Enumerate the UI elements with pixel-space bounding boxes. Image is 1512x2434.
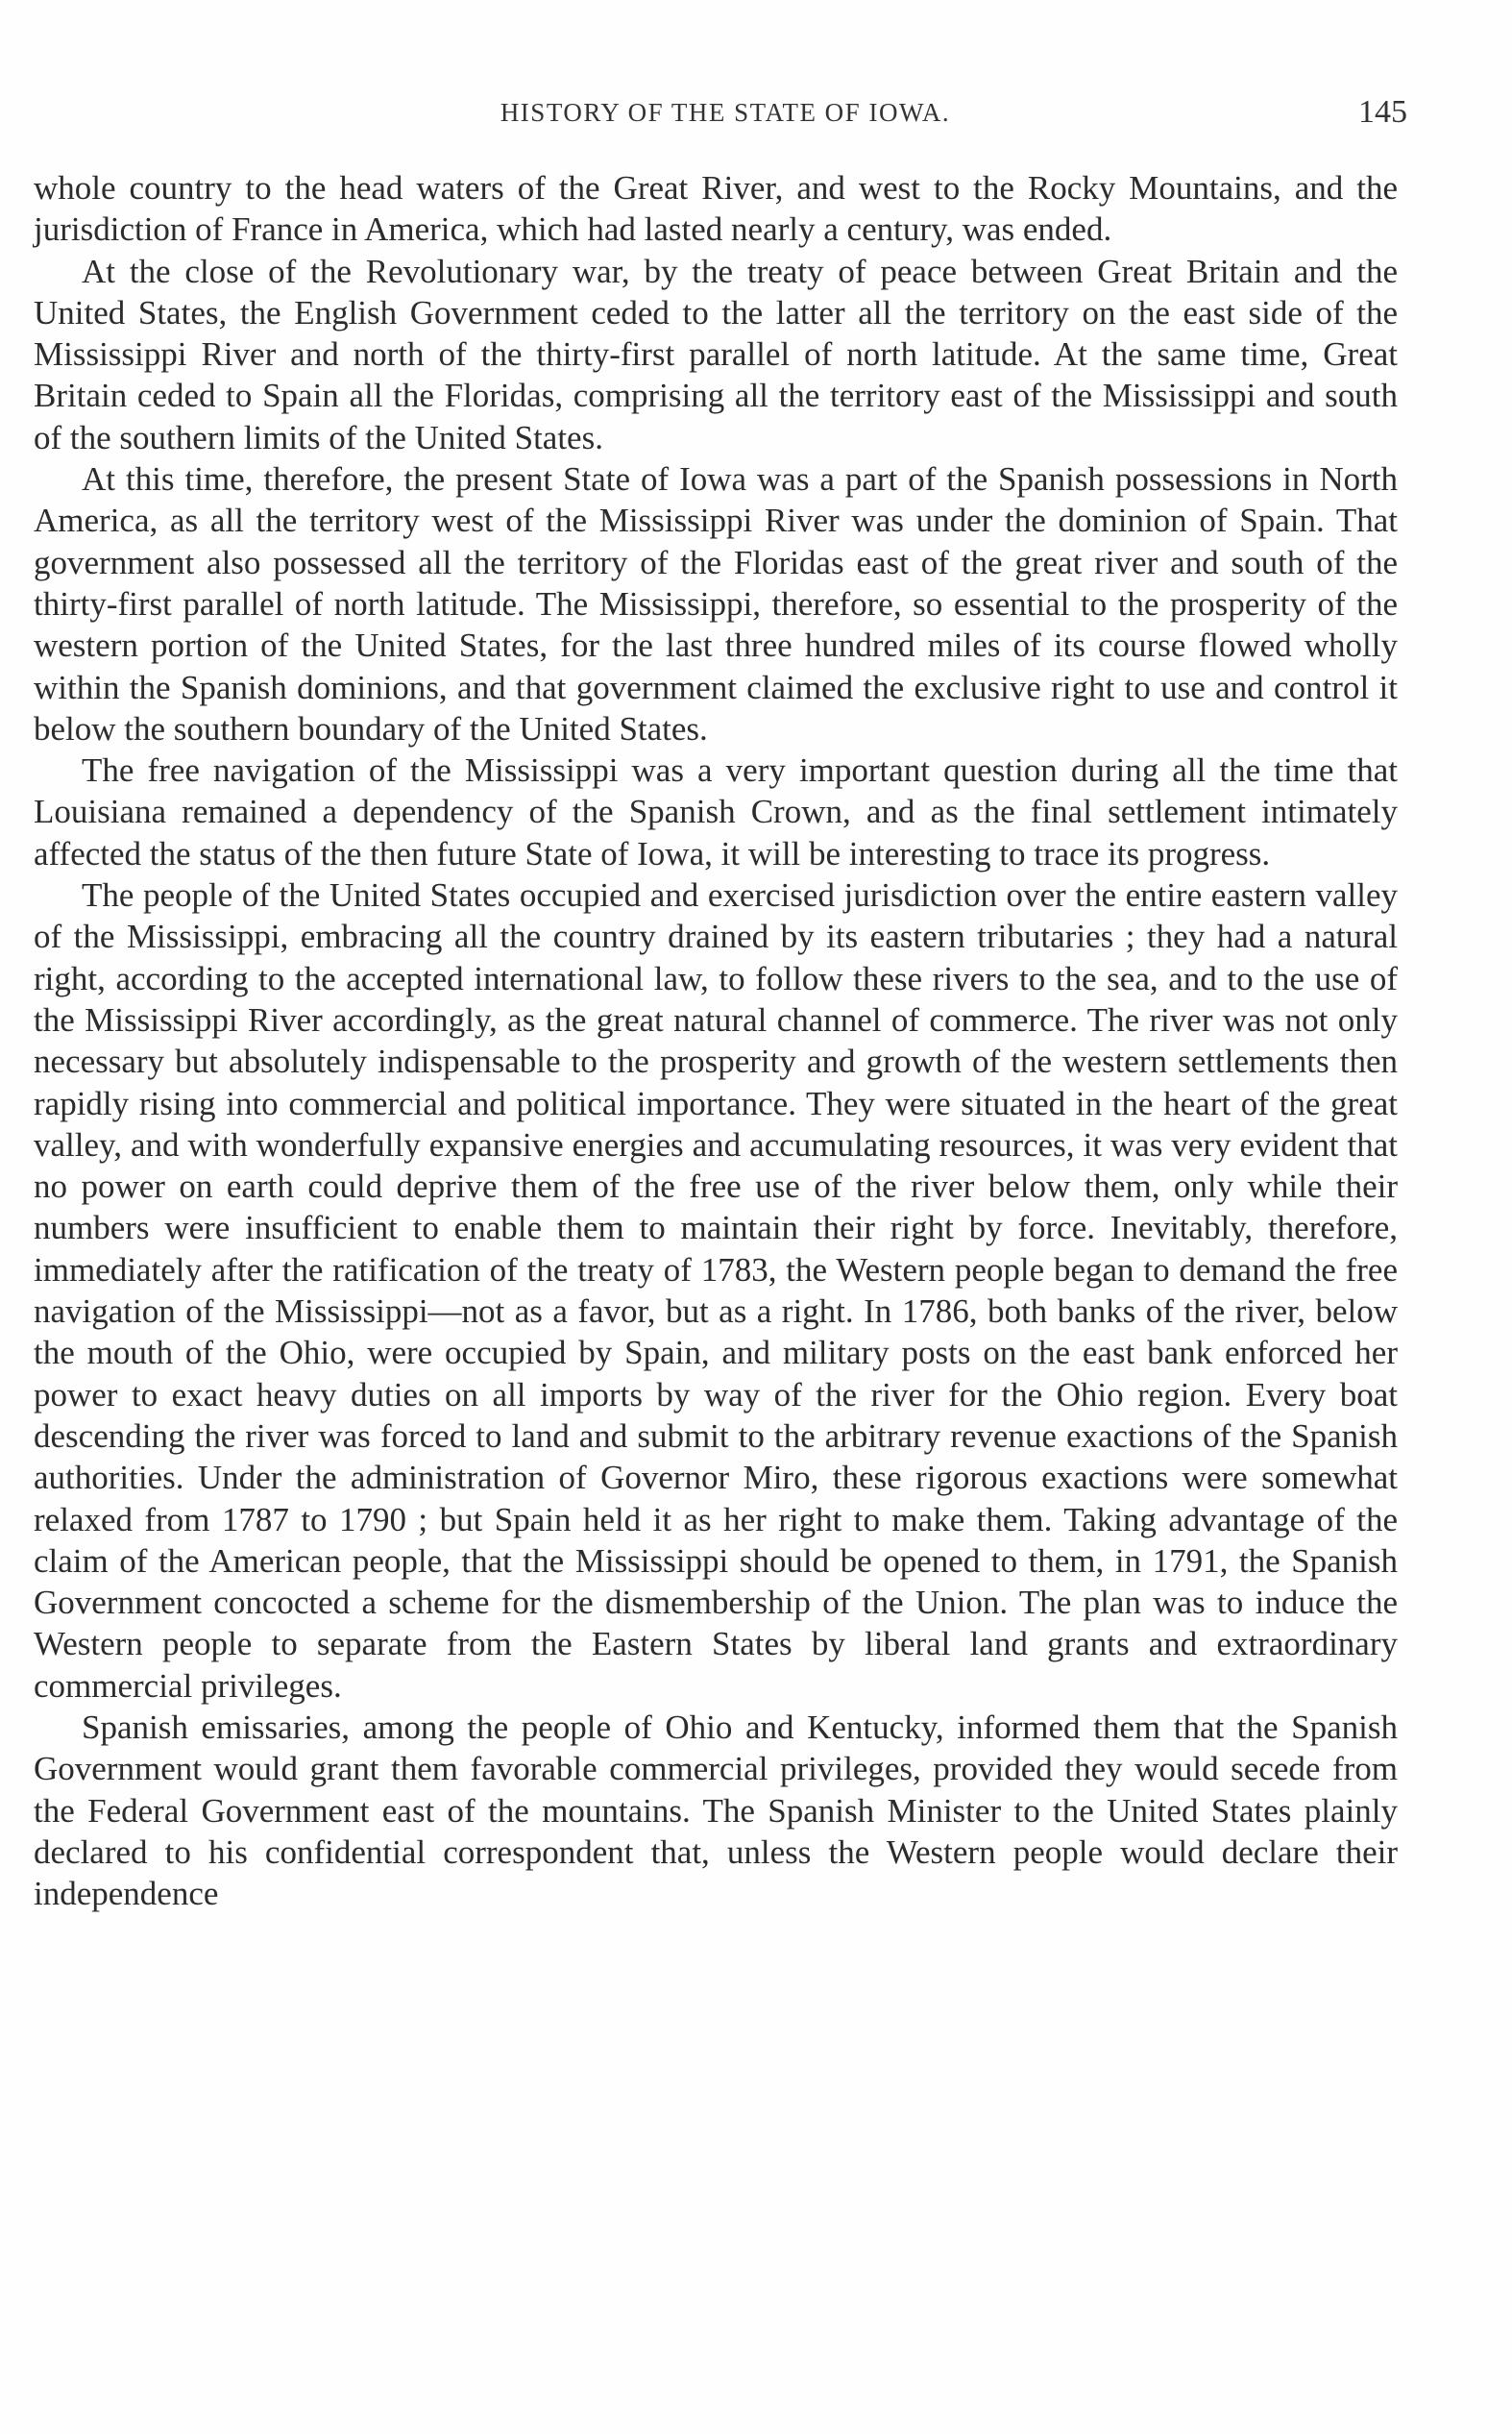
paragraph-5: The people of the United States occupied and exercised jurisdiction over the entire eastern valley of the Mississippi, embracing all the country drained by its eastern tributaries ; they had a natural right, according to the accepted international law, to follow these rivers to the sea, and to the use of the Mississippi River accordingly, as the great natural channel of commerce. The river was not only necessary but absolutely indispensable to the prosperity and growth of the western settlements then rapidly rising into commercial and political importance. They were situated in the heart of the great valley, and with wonderfully expansive energies and accumulating resources, it was very evident that no power on earth could deprive them of the free use of the river below them, only while their numbers were insufficient to enable them to maintain their right by force. Inevitably, therefore, immediately after the ratification of the treaty of 1783, the Western people began to demand the free navigation of the Mississippi—not as a favor, but as a right. In 1786, both banks of the river, below the mouth of the Ohio, were occupied by Spain, and military posts on the east bank enforced her power to exact heavy duties on all imports by way of the river for the Ohio region. Every boat descending the river was forced to land and submit to the arbitrary revenue exactions of the Spanish authorities. Under the administration of Governor Miro, these rigorous exactions were somewhat relaxed from 1787 to 1790 ; but Spain held it as her right to make them. Taking advantage of the claim of the American people, that the Mississippi should be opened to them, in 1791, the Spanish Government concocted a scheme for the dismembership of the Union. The plan was to induce the Western people to separate from the Eastern States by liberal land grants and extraordinary commercial privileges.	[34, 876, 1398, 1705]
page-header	[43, 88, 1407, 136]
paragraph-6: Spanish emissaries, among the people of Ohio and Kentucky, informed them that the Spanish Government would grant them favorable commercial privileges, provided they would secede from the Federal Government east of the mountains. The Spanish Minister to the United States plainly declared to his confidential correspondent that, unless the Western people would declare their independence	[34, 1708, 1398, 1913]
page-number: 145	[1358, 94, 1407, 130]
paragraph-1: whole country to the head waters of the Great River, and west to the Rocky Mountains, and the jurisdiction of France in America, which had lasted nearly a century, was ended.	[34, 169, 1398, 249]
paragraph-2: At the close of the Revolutionary war, by the treaty of peace between Great Britain and the United States, the English Government ceded to the latter all the territory on the east side of the Mississippi River and north of the thirty-first parallel of north latitude. At the same time, Great Britain ceded to Spain all the Floridas, comprising all the territory east of the Mississippi and south of the southern limits of the United States.	[34, 252, 1398, 456]
paragraph-4: The free navigation of the Mississippi was a very important question during all the time that Louisiana remained a dependency of the Spanish Crown, and as the final settlement intimately affected the status of the then future State of Iowa, it will be interesting to trace its progress.	[34, 751, 1398, 873]
running-head: HISTORY OF THE STATE OF IOWA.	[500, 98, 951, 127]
body-text	[34, 167, 1398, 1914]
paragraph-3: At this time, therefore, the present State of Iowa was a part of the Spanish possessions in North America, as all the territory west of the Mississippi River was under the dominion of Spain. That government also possessed all the territory of the Floridas east of the great river and south of the thirty-first parallel of north latitude. The Mississippi, therefore, so essential to the prosperity of the western portion of the United States, for the last three hundred miles of its course flowed wholly within the Spanish dominions, and that government claimed the exclusive right to use and control it below the southern boundary of the United States.	[34, 460, 1398, 748]
